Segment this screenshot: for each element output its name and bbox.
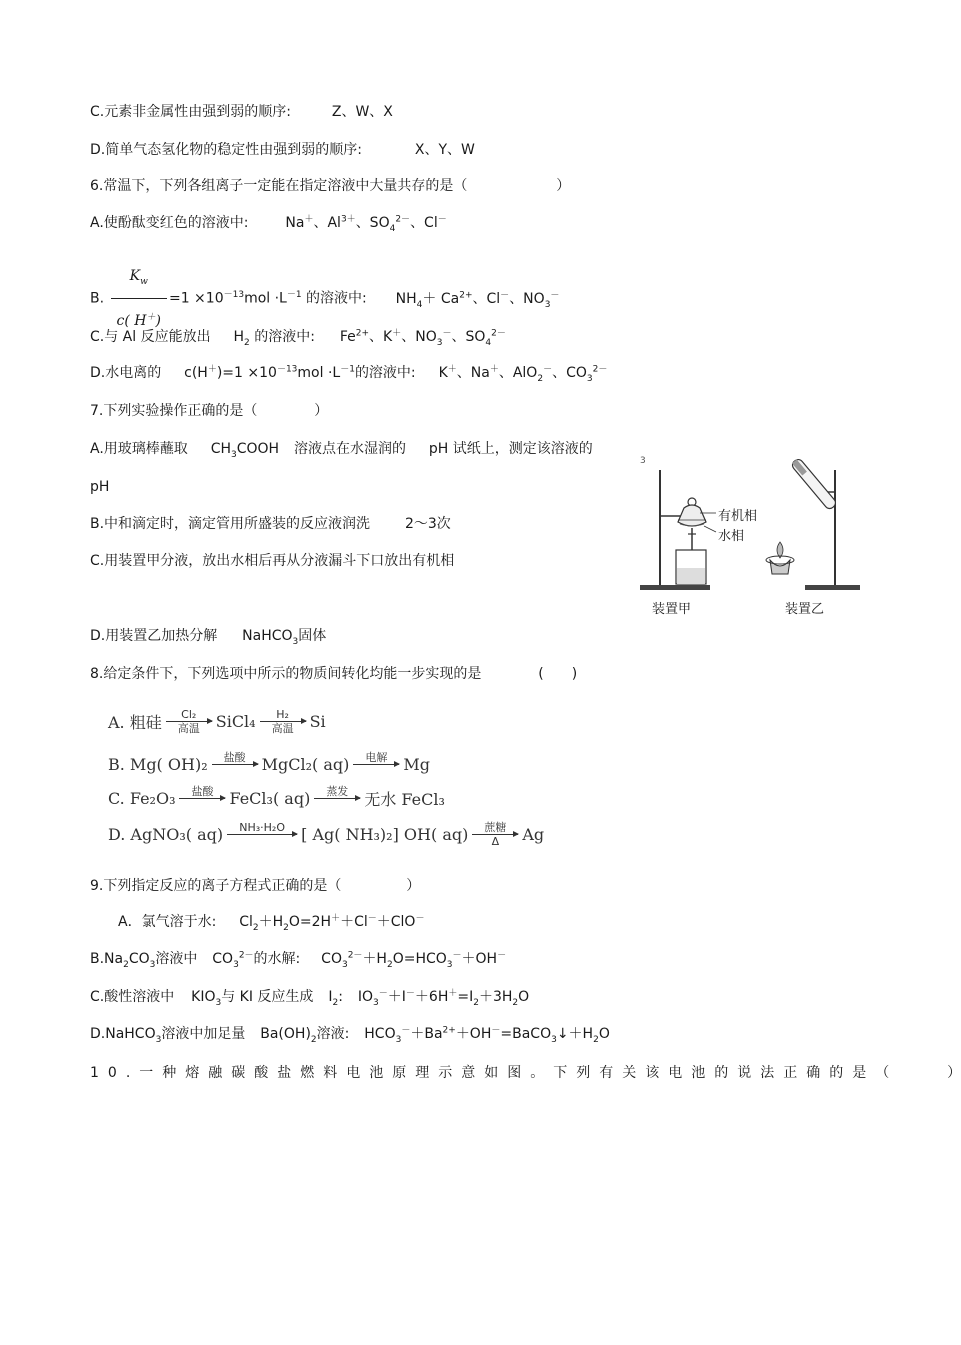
q6-a-ions: Na＋、$Al^{3+}$、$SO_4^{2-}$、Cl－ bbox=[285, 214, 447, 234]
q9-stem bbox=[90, 877, 420, 895]
q7-d-tail: 固体 bbox=[298, 628, 327, 644]
q8-d-arrow2 bbox=[472, 821, 518, 848]
q6-a-label: A.使酚酞变红色的溶液中: bbox=[90, 215, 249, 231]
q7-c-text: C.用装置甲分液，放出水相后再从分液漏斗下口放出有机相 bbox=[90, 553, 455, 569]
q7-a-text3: 试纸上，测定该溶液的 bbox=[452, 441, 593, 457]
q7-b-text: B.中和滴定时，滴定管用所盛装的反应液润洗 bbox=[90, 516, 371, 532]
q8-a-cond1: Cl₂ bbox=[181, 707, 197, 721]
q8-d-arrow1 bbox=[227, 821, 297, 848]
q8-a-cond1b: 高温 bbox=[177, 721, 200, 735]
q6-b-num: K bbox=[129, 268, 141, 284]
q6-d-label: D.水电离的 bbox=[90, 365, 162, 381]
q9-d-label: D.NaHCO bbox=[90, 1026, 156, 1042]
q9-c-label: C.酸性溶液中 bbox=[90, 989, 175, 1005]
q9-c-kio3: KIO bbox=[191, 989, 216, 1005]
apparatus-figure bbox=[630, 450, 870, 625]
q6-d-expr: c(H bbox=[184, 365, 208, 381]
q5-option-c bbox=[90, 103, 393, 121]
q8-a-cond2b: 高温 bbox=[271, 721, 294, 735]
q5-c-answer: Z、W、X bbox=[331, 104, 393, 120]
q8-b-cond2: 电解 bbox=[365, 750, 388, 764]
q9-b-ion: $CO_3^{2-}$ bbox=[212, 950, 254, 970]
q9-option-c: C.酸性溶液中 $KIO_3$与 KI 反应生成 $I_2$: $IO_3^-+I^-+6H^+=I_2+3H_2O$ bbox=[90, 988, 530, 1008]
q6-c-label2: 的溶液中: bbox=[254, 329, 315, 345]
q6-b-exp: －13 bbox=[223, 289, 245, 300]
q6-d-exp: －13 bbox=[276, 364, 298, 375]
q5-c-label: C.元素非金属性由强到弱的顺序: bbox=[90, 104, 291, 120]
q8-c-product1: FeCl₃( aq) bbox=[229, 788, 311, 808]
q8-option-d bbox=[108, 816, 544, 852]
q8-b-arrow1 bbox=[212, 751, 258, 778]
q9-option-a bbox=[118, 913, 424, 931]
q8-option-b bbox=[108, 746, 430, 782]
q5-d-label: D.简单气态氢化物的稳定性由强到弱的顺序: bbox=[90, 142, 362, 158]
q7-d-text: D.用装置乙加热分解 bbox=[90, 628, 218, 644]
q7-option-d: D.用装置乙加热分解 NaHCO$_3$固体 bbox=[90, 628, 327, 647]
q8-option-c bbox=[108, 780, 445, 816]
q7-close-paren: ） bbox=[314, 403, 329, 419]
q8-a-arrow1 bbox=[166, 708, 212, 735]
q6-d-mid: )=1 ×10 bbox=[216, 365, 277, 381]
q6-c-h2: H bbox=[233, 329, 245, 345]
q6-b-unit-exp: －1 bbox=[286, 289, 302, 300]
q6-b-label-tail: 的溶液中: bbox=[306, 290, 367, 307]
q7-a-ph: pH bbox=[428, 441, 449, 457]
q8-b-reactant: B. Mg( OH)₂ bbox=[108, 754, 208, 774]
q8-a-product1: SiCl₄ bbox=[215, 711, 256, 731]
q10-stem bbox=[90, 1064, 961, 1082]
q8-c-arrow2 bbox=[314, 785, 360, 812]
q9-d-equation: $HCO_3^-+Ba^{2+}+OH^-=BaCO_3↓+H_2O$ bbox=[364, 1025, 610, 1045]
q9-option-d: D.NaHCO$_3$溶液中加足量 $Ba(OH)_2$溶液: $HCO_3^-+Ba^{2+}+OH^-=BaCO_3↓+H_2O$ bbox=[90, 1025, 610, 1045]
q9-b-label2: CO bbox=[128, 951, 150, 967]
q8-b-product1: MgCl₂( aq) bbox=[261, 754, 350, 774]
label-apparatus-a: 装置甲 bbox=[652, 602, 692, 617]
q8-d-reactant: D. AgNO₃( aq) bbox=[108, 824, 224, 844]
q8-b-cond1: 盐酸 bbox=[223, 750, 246, 764]
q7-option-b bbox=[90, 515, 451, 533]
label-water-phase: 水相 bbox=[718, 529, 745, 544]
q8-a-arrow2 bbox=[260, 708, 306, 735]
q6-d-ions: K＋、Na＋、AlO$_2$－、$CO_3^{2-}$ bbox=[438, 364, 608, 384]
q8-c-arrow1 bbox=[179, 785, 225, 812]
q8-b-arrow2 bbox=[353, 751, 399, 778]
q6-b-den: c( H bbox=[116, 313, 147, 329]
q6-b-unit: mol ·L bbox=[244, 290, 287, 307]
q6-d-unit: mol ·L bbox=[297, 365, 341, 381]
q7-stem bbox=[90, 402, 328, 420]
label-organic-phase: 有机相 bbox=[718, 509, 758, 524]
q10-close-paren: ） bbox=[947, 1065, 961, 1081]
q9-d-mid: 溶液中加足量 bbox=[161, 1026, 246, 1042]
q8-a-reactant: A. 粗硅 bbox=[108, 712, 162, 732]
q6-stem bbox=[90, 177, 570, 195]
q8-d-cond1: NH₃·H₂O bbox=[239, 820, 285, 834]
q9-a-equation: $Cl_2+H_2O=2H^++Cl^-+ClO^-$ bbox=[239, 913, 425, 933]
q6-option-a bbox=[90, 214, 447, 232]
q7-b-count: 2～3次 bbox=[404, 516, 451, 532]
q8-a-cond2: H₂ bbox=[276, 707, 289, 721]
q6-close-paren: ） bbox=[556, 178, 571, 194]
q8-c-reactant: C. Fe₂O₃ bbox=[108, 788, 176, 808]
q6-b-num-sub: w bbox=[140, 276, 148, 287]
q7-option-c bbox=[90, 552, 454, 570]
q9-d-baoh2: Ba(OH) bbox=[260, 1026, 311, 1042]
q6-c-ions: $Fe^{2+}$、K＋、$NO_3^-$、$SO_4^{2-}$ bbox=[339, 328, 506, 348]
q7-a-text2: 溶液点在水湿润的 bbox=[293, 441, 406, 457]
q10-stem-text: 10.一种熔融碳酸盐燃料电池原理示意如图。下列有关该电池的说法正确的是（ bbox=[90, 1065, 899, 1081]
q9-c-equation: $IO_3^-+I^-+6H^+=I_2+3H_2O$ bbox=[357, 988, 530, 1008]
q8-b-product2: Mg bbox=[403, 754, 430, 774]
q9-option-b: $B.Na_2CO_3$溶液中 $CO_3^{2-}$的水解: $CO_3^{2-}+H_2O=HCO_3^-+OH^-$ bbox=[90, 950, 507, 970]
q7-stem-text: 7.下列实验操作正确的是（ bbox=[90, 403, 258, 419]
q9-d-mid2: 溶液: bbox=[316, 1026, 350, 1042]
q8-d-cond2: 蔗糖 bbox=[484, 820, 507, 834]
q6-b-mid: =1 ×10 bbox=[168, 290, 224, 307]
q9-b-label3: 溶液中 bbox=[155, 951, 198, 967]
q6-b-label: B. bbox=[90, 290, 105, 307]
q9-c-i2: I bbox=[328, 989, 333, 1005]
q7-a-line2: pH bbox=[90, 479, 110, 495]
q5-d-answer: X、Y、W bbox=[414, 142, 475, 158]
q8-c-cond1: 盐酸 bbox=[191, 784, 214, 798]
q8-stem bbox=[90, 665, 577, 683]
q9-b-equation: $CO_3^{2-}+H_2O=HCO_3^-+OH^-$ bbox=[321, 950, 507, 970]
q6-b-fraction: $\frac{K_w}{c( H^+)}$ bbox=[111, 254, 167, 343]
q6-d-label2: 的溶液中: bbox=[354, 365, 416, 381]
q9-b-label: B.Na bbox=[90, 951, 124, 967]
q7-a-cooh: COOH bbox=[236, 441, 280, 457]
q8-c-cond2: 蒸发 bbox=[326, 784, 349, 798]
q9-a-label: A．氯气溶于水: bbox=[118, 914, 217, 930]
q7-a-ch3: CH bbox=[210, 441, 231, 457]
q6-stem-text: 6.常温下，下列各组离子一定能在指定溶液中大量共存的是（ bbox=[90, 178, 468, 194]
q8-stem-text: 8.给定条件下，下列选项中所示的物质间转化均能一步实现的是 bbox=[90, 666, 482, 682]
q6-d-unit-exp: －1 bbox=[340, 364, 355, 375]
q6-option-c: C.与 Al 反应能放出 $H_2$ 的溶液中: $Fe^{2+}$、K＋、$NO_3^-$、$SO_4^{2-}$ bbox=[90, 328, 506, 348]
q8-d-product1: [ Ag( NH₃)₂] OH( aq) bbox=[301, 824, 469, 844]
q8-c-product2: 无水 FeCl₃ bbox=[364, 789, 445, 809]
q8-option-a bbox=[108, 703, 326, 739]
q7-d-formula: NaHCO bbox=[242, 628, 293, 644]
q9-b-label4: 的水解: bbox=[253, 951, 301, 967]
q7-option-a: A.用玻璃棒蘸取 $CH_3COOH$ 溶液点在水湿润的 pH 试纸上，测定该溶液的 bbox=[90, 441, 593, 460]
q9-stem-text: 9.下列指定反应的离子方程式正确的是（ bbox=[90, 878, 342, 894]
q6-option-d: D.水电离的 $c(H^+)=1 \times 10^{-13}mol \cdot L^{-1}$的溶液中: K＋、Na＋、AlO$_2$－、$CO_3^{2-}$ bbox=[90, 364, 608, 384]
q8-d-cond2b: Δ bbox=[491, 834, 500, 848]
q6-c-label: C.与 Al 反应能放出 bbox=[90, 329, 211, 345]
q7-a-text1: A.用玻璃棒蘸取 bbox=[90, 441, 188, 457]
q9-c-mid: 与 KI 反应生成 bbox=[221, 989, 314, 1005]
q8-d-product2: Ag bbox=[522, 824, 545, 844]
q8-paren: ( ) bbox=[538, 666, 578, 682]
figure-marker: 3 bbox=[640, 456, 646, 466]
q9-close-paren: ） bbox=[406, 878, 421, 894]
q5-option-d bbox=[90, 141, 475, 159]
q6-b-ions: $NH_4+ Ca^{2+}$、Cl－、$NO_3^-$ bbox=[395, 289, 560, 310]
q6-b-den-end: ) bbox=[155, 313, 161, 329]
q7-option-a-cont bbox=[90, 478, 109, 496]
label-apparatus-b: 装置乙 bbox=[785, 602, 825, 617]
q8-a-product2: Si bbox=[309, 711, 326, 731]
